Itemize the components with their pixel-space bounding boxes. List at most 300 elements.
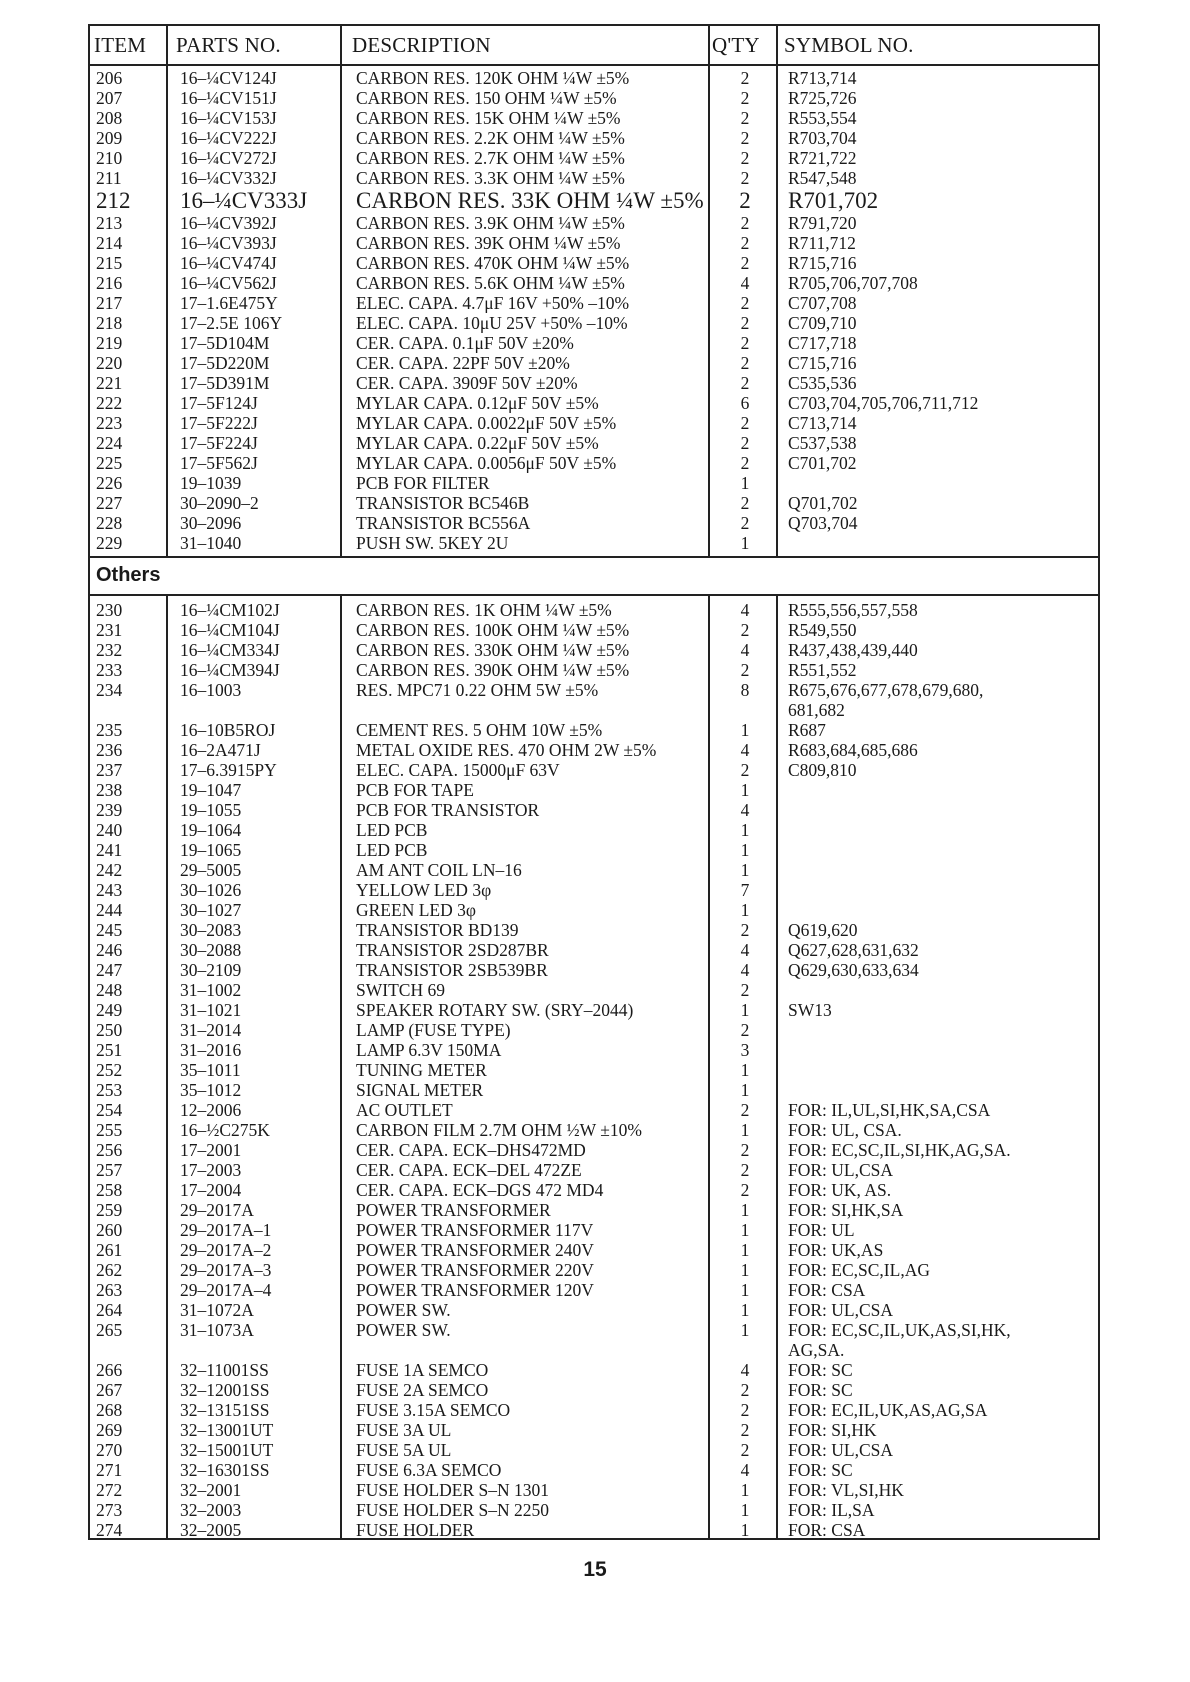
table-row (90, 940, 1098, 960)
description-cell: CARBON RES. 330K OHM ¼W ±5% (356, 640, 630, 660)
part-no-cell: 17–1.6E475Y (180, 293, 278, 313)
item-cell: 249 (96, 1000, 123, 1020)
item-cell: 236 (96, 740, 123, 760)
item-cell: 226 (96, 473, 123, 493)
item-cell: 248 (96, 980, 123, 1000)
qty-cell: 2 (740, 493, 750, 513)
part-no-cell: 17–5F224J (180, 433, 258, 453)
qty-cell: 2 (740, 1400, 750, 1420)
description-cell: ELEC. CAPA. 10μU 25V +50% –10% (356, 313, 628, 333)
symbol-no-cell: R551,552 (788, 660, 857, 680)
table-row (90, 1260, 1098, 1280)
qty-cell: 2 (740, 88, 750, 108)
item-cell: 253 (96, 1080, 123, 1100)
qty-cell: 2 (740, 333, 750, 353)
description-cell: TRANSISTOR 2SD287BR (356, 940, 549, 960)
part-no-cell: 30–2096 (180, 513, 242, 533)
symbol-no-cell: FOR: SI,HK (788, 1420, 877, 1440)
qty-cell: 1 (740, 1080, 750, 1100)
part-no-cell: 16–¼CV562J (180, 273, 277, 293)
table-row (90, 1520, 1098, 1540)
qty-cell: 1 (740, 1060, 750, 1080)
symbol-no-cell: FOR: CSA (788, 1520, 866, 1540)
table-row (90, 620, 1098, 640)
part-no-cell: 19–1065 (180, 840, 242, 860)
description-cell: FUSE 3A UL (356, 1420, 452, 1440)
qty-cell: 1 (740, 1240, 750, 1260)
section-title-others: Others (96, 564, 161, 586)
table-row (90, 780, 1098, 800)
header-parts-no: PARTS NO. (176, 33, 281, 57)
table-row (90, 1300, 1098, 1320)
symbol-no-cell: C703,704,705,706,711,712 (788, 393, 979, 413)
qty-cell: 7 (740, 880, 750, 900)
table-row (90, 680, 1098, 700)
part-no-cell: 32–11001SS (180, 1360, 269, 1380)
item-cell: 239 (96, 800, 123, 820)
item-cell: 208 (96, 108, 123, 128)
table-row (90, 88, 1098, 108)
description-cell: PUSH SW. 5KEY 2U (356, 533, 509, 553)
item-cell: 273 (96, 1500, 123, 1520)
qty-cell: 2 (740, 1440, 750, 1460)
table-row (90, 720, 1098, 740)
table-row (90, 1280, 1098, 1300)
qty-cell: 1 (740, 1300, 750, 1320)
part-no-cell: 17–6.3915PY (180, 760, 277, 780)
qty-cell: 2 (740, 293, 750, 313)
symbol-no-cell: R553,554 (788, 108, 857, 128)
table-row (90, 453, 1098, 473)
symbol-no-cell: R713,714 (788, 68, 857, 88)
qty-cell: 4 (740, 1360, 750, 1380)
item-cell: 225 (96, 453, 123, 473)
item-cell: 217 (96, 293, 123, 313)
page-number: 15 (583, 1558, 607, 1581)
part-no-cell: 31–1072A (180, 1300, 254, 1320)
description-cell: POWER SW. (356, 1320, 451, 1340)
symbol-no-cell: FOR: EC,SC,IL,AG (788, 1260, 930, 1280)
part-no-cell: 31–1002 (180, 980, 242, 1000)
table-row (90, 760, 1098, 780)
table-row (90, 1420, 1098, 1440)
qty-cell: 2 (740, 108, 750, 128)
description-cell: CER. CAPA. ECK–DHS472MD (356, 1140, 586, 1160)
description-cell: CARBON RES. 5.6K OHM ¼W ±5% (356, 273, 625, 293)
section-divider-bottom (90, 594, 1098, 596)
parts-list-table (88, 24, 1100, 1540)
symbol-no-cell: FOR: IL,UL,SI,HK,SA,CSA (788, 1100, 991, 1120)
part-no-cell: 16–½C275K (180, 1120, 270, 1140)
item-cell: 215 (96, 253, 123, 273)
description-cell: TRANSISTOR BC556A (356, 513, 531, 533)
qty-cell: 1 (740, 720, 750, 740)
symbol-no-cell: Q703,704 (788, 513, 858, 533)
table-row (90, 900, 1098, 920)
part-no-cell: 30–2088 (180, 940, 242, 960)
qty-cell: 1 (740, 1000, 750, 1020)
others-rows (90, 600, 1098, 1540)
description-cell: POWER TRANSFORMER 117V (356, 1220, 594, 1240)
part-no-cell: 30–2090–2 (180, 493, 259, 513)
qty-cell: 1 (740, 1500, 750, 1520)
section-band (90, 558, 1098, 594)
qty-cell: 2 (740, 660, 750, 680)
symbol-no-cell: R725,726 (788, 88, 857, 108)
symbol-no-cell: C537,538 (788, 433, 857, 453)
item-cell: 219 (96, 333, 123, 353)
symbol-no-cell: C809,810 (788, 760, 857, 780)
part-no-cell: 17–5F222J (180, 413, 258, 433)
item-cell: 259 (96, 1200, 123, 1220)
symbol-no-cell: FOR: EC,SC,IL,UK,AS,SI,HK, (788, 1320, 1011, 1340)
table-row (90, 820, 1098, 840)
item-cell: 272 (96, 1480, 123, 1500)
description-cell: CARBON RES. 39K OHM ¼W ±5% (356, 233, 621, 253)
qty-cell: 4 (740, 273, 750, 293)
part-no-cell: 32–2001 (180, 1480, 242, 1500)
symbol-no-cell: C717,718 (788, 333, 857, 353)
table-row (90, 493, 1098, 513)
part-no-cell: 29–2017A–2 (180, 1240, 272, 1260)
qty-cell: 1 (740, 900, 750, 920)
table-row (90, 128, 1098, 148)
description-cell: FUSE 3.15A SEMCO (356, 1400, 511, 1420)
description-cell: METAL OXIDE RES. 470 OHM 2W ±5% (356, 740, 657, 760)
part-no-cell: 16–¼CM334J (180, 640, 280, 660)
part-no-cell: 16–¼CV151J (180, 88, 277, 108)
description-cell: SIGNAL METER (356, 1080, 484, 1100)
top-rows (90, 68, 1098, 553)
qty-cell: 2 (740, 1420, 750, 1440)
description-cell: FUSE 6.3A SEMCO (356, 1460, 502, 1480)
part-no-cell: 30–1027 (180, 900, 242, 920)
item-cell: 234 (96, 680, 123, 700)
symbol-no-cell: FOR: UK,AS (788, 1240, 884, 1260)
item-cell: 224 (96, 433, 123, 453)
description-cell: ELEC. CAPA. 15000μF 63V (356, 760, 560, 780)
part-no-cell: 16–¼CV272J (180, 148, 277, 168)
description-cell: YELLOW LED 3φ (356, 880, 492, 900)
qty-cell: 1 (740, 473, 750, 493)
description-cell: SWITCH 69 (356, 980, 445, 1000)
description-cell: PCB FOR TRANSISTOR (356, 800, 540, 820)
description-cell: MYLAR CAPA. 0.0022μF 50V ±5% (356, 413, 617, 433)
table-row (90, 1440, 1098, 1460)
description-cell: CARBON RES. 470K OHM ¼W ±5% (356, 253, 630, 273)
part-no-cell: 31–1073A (180, 1320, 254, 1340)
item-cell: 251 (96, 1040, 123, 1060)
symbol-no-cell: FOR: VL,SI,HK (788, 1480, 904, 1500)
qty-cell: 2 (740, 453, 750, 473)
symbol-no-cell: R721,722 (788, 148, 857, 168)
part-no-cell: 17–5D104M (180, 333, 270, 353)
table-row (90, 233, 1098, 253)
table-row (90, 1040, 1098, 1060)
item-cell: 214 (96, 233, 123, 253)
item-cell: 266 (96, 1360, 123, 1380)
part-no-cell: 17–5D391M (180, 373, 270, 393)
item-cell: 260 (96, 1220, 123, 1240)
description-cell: POWER TRANSFORMER 240V (356, 1240, 594, 1260)
description-cell: RES. MPC71 0.22 OHM 5W ±5% (356, 680, 599, 700)
symbol-no-cell: R675,676,677,678,679,680, (788, 680, 984, 700)
symbol-no-cell: R703,704 (788, 128, 857, 148)
table-row (90, 1460, 1098, 1480)
part-no-cell: 32–16301SS (180, 1460, 270, 1480)
qty-cell: 1 (740, 820, 750, 840)
part-no-cell: 31–2014 (180, 1020, 242, 1040)
qty-cell: 2 (740, 253, 750, 273)
description-cell: CARBON RES. 2.7K OHM ¼W ±5% (356, 148, 625, 168)
description-cell: AM ANT COIL LN–16 (356, 860, 522, 880)
part-no-cell: 16–¼CV153J (180, 108, 277, 128)
table-row (90, 353, 1098, 373)
table-row (90, 1240, 1098, 1260)
table-row (90, 273, 1098, 293)
item-cell: 206 (96, 68, 123, 88)
table-row (90, 108, 1098, 128)
table-row (90, 533, 1098, 553)
item-cell: 270 (96, 1440, 123, 1460)
part-no-cell: 16–¼CV393J (180, 233, 277, 253)
table-row (90, 1480, 1098, 1500)
qty-cell: 2 (740, 313, 750, 333)
qty-cell: 2 (739, 188, 751, 213)
symbol-no-cell: R701,702 (788, 188, 879, 213)
description-cell: CARBON RES. 1K OHM ¼W ±5% (356, 600, 612, 620)
qty-cell: 2 (740, 1380, 750, 1400)
qty-cell: 2 (740, 620, 750, 640)
description-cell: LED PCB (356, 840, 428, 860)
description-cell: CARBON RES. 15K OHM ¼W ±5% (356, 108, 621, 128)
qty-cell: 2 (740, 1020, 750, 1040)
symbol-no-cell: R437,438,439,440 (788, 640, 918, 660)
qty-cell: 2 (740, 433, 750, 453)
qty-cell: 2 (740, 168, 750, 188)
description-cell: MYLAR CAPA. 0.12μF 50V ±5% (356, 393, 599, 413)
qty-cell: 2 (740, 68, 750, 88)
part-no-cell: 16–¼CV332J (180, 168, 277, 188)
table-row (90, 1340, 1098, 1360)
qty-cell: 1 (740, 1480, 750, 1500)
part-no-cell: 17–5F124J (180, 393, 258, 413)
item-cell: 255 (96, 1120, 123, 1140)
description-cell: MYLAR CAPA. 0.22μF 50V ±5% (356, 433, 599, 453)
qty-cell: 1 (740, 1260, 750, 1280)
description-cell: TRANSISTOR 2SB539BR (356, 960, 548, 980)
table-row (90, 1100, 1098, 1120)
symbol-no-cell: FOR: EC,SC,IL,SI,HK,AG,SA. (788, 1140, 1011, 1160)
qty-cell: 1 (740, 1220, 750, 1240)
qty-cell: 2 (740, 760, 750, 780)
table-row (90, 1020, 1098, 1040)
symbol-no-cell: Q629,630,633,634 (788, 960, 919, 980)
part-no-cell: 17–2003 (180, 1160, 242, 1180)
description-cell: FUSE 5A UL (356, 1440, 452, 1460)
item-cell: 238 (96, 780, 123, 800)
header-symbol-no: SYMBOL NO. (784, 33, 914, 57)
part-no-cell: 35–1011 (180, 1060, 241, 1080)
part-no-cell: 16–2A471J (180, 740, 261, 760)
table-row (90, 660, 1098, 680)
qty-cell: 4 (740, 960, 750, 980)
qty-cell: 2 (740, 233, 750, 253)
table-row (90, 1500, 1098, 1520)
item-cell: 263 (96, 1280, 123, 1300)
description-cell: CARBON RES. 33K OHM ¼W ±5% (356, 188, 704, 213)
table-row (90, 740, 1098, 760)
description-cell: TUNING METER (356, 1060, 487, 1080)
qty-cell: 4 (740, 940, 750, 960)
item-cell: 245 (96, 920, 123, 940)
item-cell: 264 (96, 1300, 123, 1320)
symbol-no-cell: FOR: CSA (788, 1280, 866, 1300)
part-no-cell: 30–2109 (180, 960, 242, 980)
part-no-cell: 16–¼CV222J (180, 128, 277, 148)
part-no-cell: 29–2017A (180, 1200, 254, 1220)
table-row (90, 840, 1098, 860)
item-cell: 243 (96, 880, 123, 900)
qty-cell: 1 (740, 780, 750, 800)
table-row (90, 600, 1098, 620)
symbol-no-cell: SW13 (788, 1000, 832, 1020)
symbol-no-cell: FOR: SC (788, 1460, 853, 1480)
description-cell: POWER TRANSFORMER 120V (356, 1280, 594, 1300)
table-row (90, 880, 1098, 900)
table-row (90, 1180, 1098, 1200)
symbol-no-cell: C707,708 (788, 293, 857, 313)
symbol-no-cell: R549,550 (788, 620, 857, 640)
item-cell: 256 (96, 1140, 123, 1160)
qty-cell: 6 (740, 393, 750, 413)
qty-cell: 2 (740, 413, 750, 433)
symbol-no-cell: R791,720 (788, 213, 857, 233)
qty-cell: 2 (740, 1160, 750, 1180)
part-no-cell: 19–1055 (180, 800, 242, 820)
description-cell: PCB FOR FILTER (356, 473, 490, 493)
qty-cell: 2 (740, 1140, 750, 1160)
symbol-no-cell: R683,684,685,686 (788, 740, 918, 760)
part-no-cell: 17–2.5E 106Y (180, 313, 283, 333)
part-no-cell: 32–12001SS (180, 1380, 270, 1400)
symbol-no-cell: Q701,702 (788, 493, 858, 513)
part-no-cell: 30–2083 (180, 920, 242, 940)
table-row (90, 920, 1098, 940)
part-no-cell: 17–5D220M (180, 353, 270, 373)
part-no-cell: 19–1039 (180, 473, 242, 493)
symbol-no-cell: C535,536 (788, 373, 857, 393)
part-no-cell: 32–2005 (180, 1520, 242, 1540)
description-cell: CARBON FILM 2.7M OHM ½W ±10% (356, 1120, 642, 1140)
description-cell: FUSE HOLDER (356, 1520, 475, 1540)
item-cell: 221 (96, 373, 123, 393)
qty-cell: 1 (740, 860, 750, 880)
symbol-no-cell: FOR: UL,CSA (788, 1160, 894, 1180)
symbol-no-cell: FOR: UL,CSA (788, 1300, 894, 1320)
table-row (90, 1140, 1098, 1160)
part-no-cell: 16–¼CM102J (180, 600, 280, 620)
description-cell: CARBON RES. 150 OHM ¼W ±5% (356, 88, 617, 108)
symbol-no-cell: R687 (788, 720, 826, 740)
description-cell: AC OUTLET (356, 1100, 453, 1120)
qty-cell: 1 (740, 533, 750, 553)
symbol-no-cell: FOR: EC,IL,UK,AS,AG,SA (788, 1400, 988, 1420)
symbol-no-cell: FOR: SC (788, 1360, 853, 1380)
symbol-no-cell: Q619,620 (788, 920, 858, 940)
item-cell: 235 (96, 720, 123, 740)
description-cell: CARBON RES. 120K OHM ¼W ±5% (356, 68, 630, 88)
qty-cell: 4 (740, 600, 750, 620)
part-no-cell: 29–2017A–4 (180, 1280, 272, 1300)
item-cell: 240 (96, 820, 123, 840)
table-row (90, 148, 1098, 168)
description-cell: LED PCB (356, 820, 428, 840)
description-cell: CARBON RES. 100K OHM ¼W ±5% (356, 620, 630, 640)
item-cell: 269 (96, 1420, 123, 1440)
description-cell: GREEN LED 3φ (356, 900, 476, 920)
item-cell: 247 (96, 960, 123, 980)
item-cell: 244 (96, 900, 123, 920)
description-cell: CARBON RES. 3.3K OHM ¼W ±5% (356, 168, 625, 188)
description-cell: CER. CAPA. ECK–DEL 472ZE (356, 1160, 582, 1180)
qty-cell: 2 (740, 128, 750, 148)
table-row (90, 188, 1098, 213)
table-row (90, 1360, 1098, 1380)
qty-cell: 2 (740, 920, 750, 940)
description-cell: CARBON RES. 390K OHM ¼W ±5% (356, 660, 630, 680)
part-no-cell: 16–¼CV333J (180, 188, 308, 213)
qty-cell: 2 (740, 1100, 750, 1120)
part-no-cell: 29–5005 (180, 860, 242, 880)
item-cell: 207 (96, 88, 123, 108)
item-cell: 237 (96, 760, 123, 780)
header-item: ITEM (94, 33, 147, 57)
table-row (90, 1220, 1098, 1240)
description-cell: TRANSISTOR BC546B (356, 493, 530, 513)
table-row (90, 313, 1098, 333)
part-no-cell: 29–2017A–3 (180, 1260, 272, 1280)
item-cell: 262 (96, 1260, 123, 1280)
symbol-no-cell: FOR: UL (788, 1220, 855, 1240)
part-no-cell: 31–2016 (180, 1040, 242, 1060)
symbol-no-cell: C701,702 (788, 453, 857, 473)
qty-cell: 2 (740, 980, 750, 1000)
item-cell: 250 (96, 1020, 123, 1040)
table-row (90, 433, 1098, 453)
symbol-no-cell: R547,548 (788, 168, 857, 188)
part-no-cell: 17–5F562J (180, 453, 258, 473)
qty-cell: 8 (740, 680, 750, 700)
qty-cell: 1 (740, 1280, 750, 1300)
part-no-cell: 16–¼CV124J (180, 68, 277, 88)
qty-cell: 4 (740, 740, 750, 760)
part-no-cell: 16–¼CV392J (180, 213, 277, 233)
part-no-cell: 17–2004 (180, 1180, 242, 1200)
table-row (90, 860, 1098, 880)
description-cell: CER. CAPA. 0.1μF 50V ±20% (356, 333, 574, 353)
qty-cell: 2 (740, 513, 750, 533)
qty-cell: 1 (740, 1320, 750, 1340)
item-cell: 242 (96, 860, 123, 880)
part-no-cell: 16–1003 (180, 680, 242, 700)
qty-cell: 2 (740, 353, 750, 373)
item-cell: 241 (96, 840, 123, 860)
table-row (90, 413, 1098, 433)
item-cell: 233 (96, 660, 123, 680)
part-no-cell: 16–¼CM104J (180, 620, 280, 640)
qty-cell: 4 (740, 800, 750, 820)
